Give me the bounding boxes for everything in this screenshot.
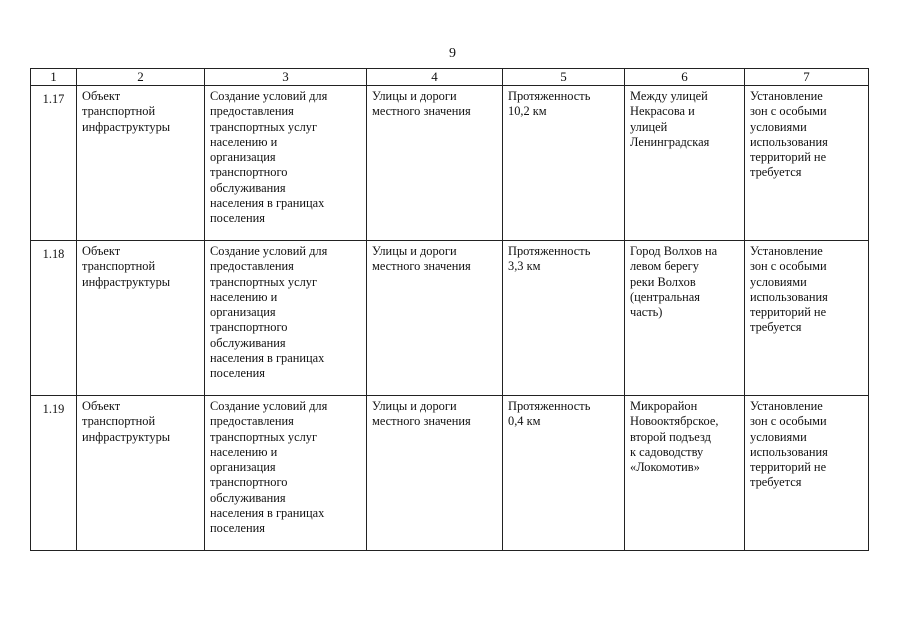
purpose-cell: Создание условий для предоставления транспортных услуг населению и организация транспортного обслуживания населения в границах поселения: [205, 241, 367, 396]
object-cell: Объект транспортной инфраструктуры: [77, 86, 205, 241]
table-row: [31, 241, 869, 396]
length-cell: Протяженность 0,4 км: [503, 396, 625, 551]
objects-table: [30, 68, 869, 551]
column-header-2: 2: [77, 69, 205, 86]
type-cell: Улицы и дороги местного значения: [367, 86, 503, 241]
object-cell: Объект транспортной инфраструктуры: [77, 396, 205, 551]
type-cell: Улицы и дороги местного значения: [367, 241, 503, 396]
column-header-6: 6: [625, 69, 745, 86]
object-cell: Объект транспортной инфраструктуры: [77, 241, 205, 396]
row-number: 1.17: [31, 86, 77, 241]
row-number: 1.18: [31, 241, 77, 396]
table-row: [31, 86, 869, 241]
purpose-cell: Создание условий для предоставления транспортных услуг населению и организация транспортного обслуживания населения в границах поселения: [205, 86, 367, 241]
location-cell: Город Волхов на левом берегу реки Волхов (центральная часть): [625, 241, 745, 396]
table-row: [31, 396, 869, 551]
length-cell: Протяженность 3,3 км: [503, 241, 625, 396]
purpose-cell: Создание условий для предоставления транспортных услуг населению и организация транспортного обслуживания населения в границах поселения: [205, 396, 367, 551]
column-header-7: 7: [745, 69, 869, 86]
table-header-row: [31, 69, 869, 86]
zones-cell: Установление зон с особыми условиями использования территорий не требуется: [745, 241, 869, 396]
location-cell: Микрорайон Новооктябрское, второй подъезд к садоводству «Локомотив»: [625, 396, 745, 551]
type-cell: Улицы и дороги местного значения: [367, 396, 503, 551]
column-header-4: 4: [367, 69, 503, 86]
column-header-1: 1: [31, 69, 77, 86]
location-cell: Между улицей Некрасова и улицей Ленинградская: [625, 86, 745, 241]
page-number: 9: [449, 46, 456, 61]
length-cell: Протяженность 10,2 км: [503, 86, 625, 241]
column-header-3: 3: [205, 69, 367, 86]
zones-cell: Установление зон с особыми условиями использования территорий не требуется: [745, 86, 869, 241]
row-number: 1.19: [31, 396, 77, 551]
zones-cell: Установление зон с особыми условиями использования территорий не требуется: [745, 396, 869, 551]
column-header-5: 5: [503, 69, 625, 86]
